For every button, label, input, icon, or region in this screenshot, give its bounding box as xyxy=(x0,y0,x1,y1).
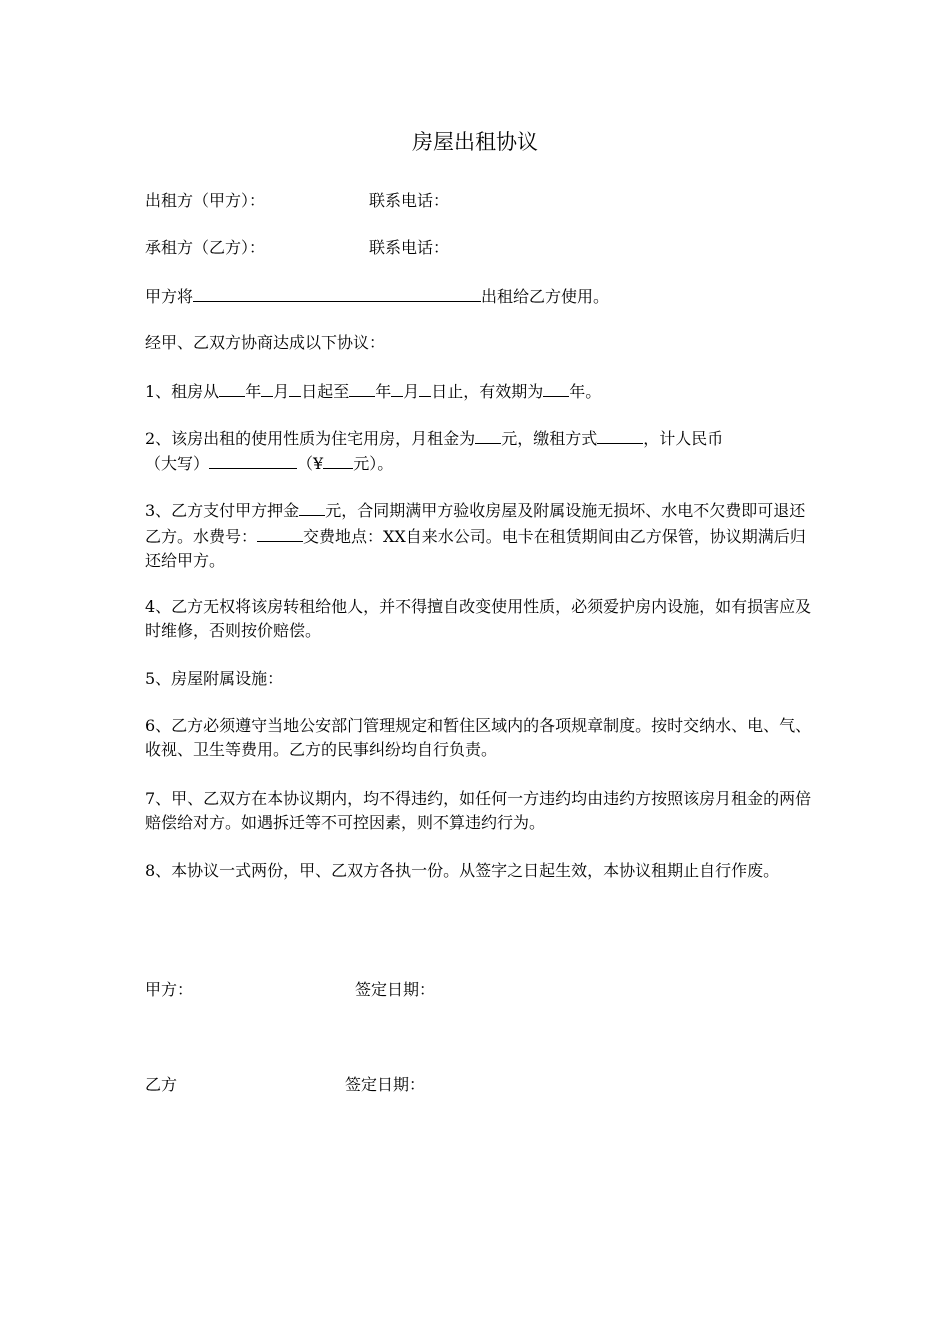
lessee-phone-line xyxy=(369,236,449,260)
clause-8: 8、本协议一式两份，甲、乙双方各执一份。从签字之日起生效，本协议租期止自行作废。 xyxy=(145,861,780,880)
clause-2-text: 2、该房出租的使用性质为住宅用房，月租金为 xyxy=(145,429,476,448)
clause-1-text: 月 xyxy=(273,382,290,401)
clause-2-text: 元）。 xyxy=(353,454,394,473)
premises-line xyxy=(145,283,609,309)
clause-1 xyxy=(145,378,601,404)
clause-2-text: 元，缴租方式 xyxy=(501,429,598,448)
party-a-signature-label: 甲方： xyxy=(145,980,194,999)
premises-prefix: 甲方将 xyxy=(145,287,194,306)
deposit-blank[interactable] xyxy=(299,497,325,516)
clause-1-text: 日起至 xyxy=(301,382,350,401)
party-b-date-label: 签定日期： xyxy=(345,1075,426,1094)
clause-1-text: 1、租房从 xyxy=(145,382,220,401)
clause-3-text: 元，合同期满甲方验收房屋及附属设施无损坏、水电不欠费即可退还乙方。水费号： xyxy=(145,501,806,546)
premises-suffix: 出租给乙方使用。 xyxy=(481,287,610,306)
monthly-rent-blank[interactable] xyxy=(475,425,501,444)
start-year-blank[interactable] xyxy=(219,378,245,397)
agreement-intro: 经甲、乙双方协商达成以下协议： xyxy=(145,333,386,352)
clause-7: 7、甲、乙双方在本协议期内，均不得违约，如任何一方违约均由违约方按照该房月租金的两倍赔偿给对方。如遇拆迁等不可控因素，则不算违约行为。 xyxy=(145,789,812,832)
lessor-phone-line xyxy=(369,189,449,213)
clause-2-text: （大写） xyxy=(145,454,210,473)
premises-blank[interactable] xyxy=(193,283,481,302)
clause-2-text: （¥ xyxy=(297,454,324,473)
clause-3-text: 交费地点：XX自来水公司。电卡在租赁期间由乙方保管，协议期满后归还给甲方。 xyxy=(145,527,806,570)
water-account-blank[interactable] xyxy=(257,523,303,542)
document-title: 房屋出租协议 xyxy=(412,130,538,154)
amount-yen-blank[interactable] xyxy=(323,450,353,469)
start-day-blank[interactable] xyxy=(289,378,301,397)
payment-method-blank[interactable] xyxy=(597,425,643,444)
lessee-line xyxy=(145,236,265,260)
clause-1-text: 年 xyxy=(245,382,262,401)
lessee-label: 承租方（乙方）： xyxy=(145,238,266,257)
end-year-blank[interactable] xyxy=(349,378,375,397)
party-a-date-label: 签定日期： xyxy=(355,980,436,999)
clause-1-text: 年。 xyxy=(569,382,602,401)
amount-in-words-blank[interactable] xyxy=(209,450,297,469)
clause-2-text: ，计人民币 xyxy=(643,429,724,448)
lessor-phone-label: 联系电话： xyxy=(369,191,450,210)
clause-3-text: 3、乙方支付甲方押金 xyxy=(145,501,300,520)
clause-1-text: 月 xyxy=(403,382,420,401)
lessee-phone-label: 联系电话： xyxy=(369,238,450,257)
clause-4: 4、乙方无权将该房转租给他人，并不得擅自改变使用性质，必须爱护房内设施，如有损害应及时维修，否则按价赔偿。 xyxy=(145,597,812,640)
clause-1-text: 年 xyxy=(375,382,392,401)
clause-2-line-1 xyxy=(145,425,723,451)
clause-5: 5、房屋附属设施： xyxy=(145,669,284,688)
clause-3 xyxy=(145,497,813,573)
clause-2-line-2 xyxy=(145,450,393,476)
lessor-label: 出租方（甲方）： xyxy=(145,191,266,210)
party-b-signature-label: 乙方 xyxy=(145,1075,178,1094)
lessor-line xyxy=(145,189,265,213)
end-day-blank[interactable] xyxy=(419,378,431,397)
clause-1-text: 日止，有效期为 xyxy=(431,382,544,401)
term-years-blank[interactable] xyxy=(543,378,569,397)
clause-6: 6、乙方必须遵守当地公安部门管理规定和暂住区域内的各项规章制度。按时交纳水、电、气、收视、卫生等费用。乙方的民事纠纷均自行负责。 xyxy=(145,716,812,759)
end-month-blank[interactable] xyxy=(391,378,403,397)
start-month-blank[interactable] xyxy=(261,378,273,397)
